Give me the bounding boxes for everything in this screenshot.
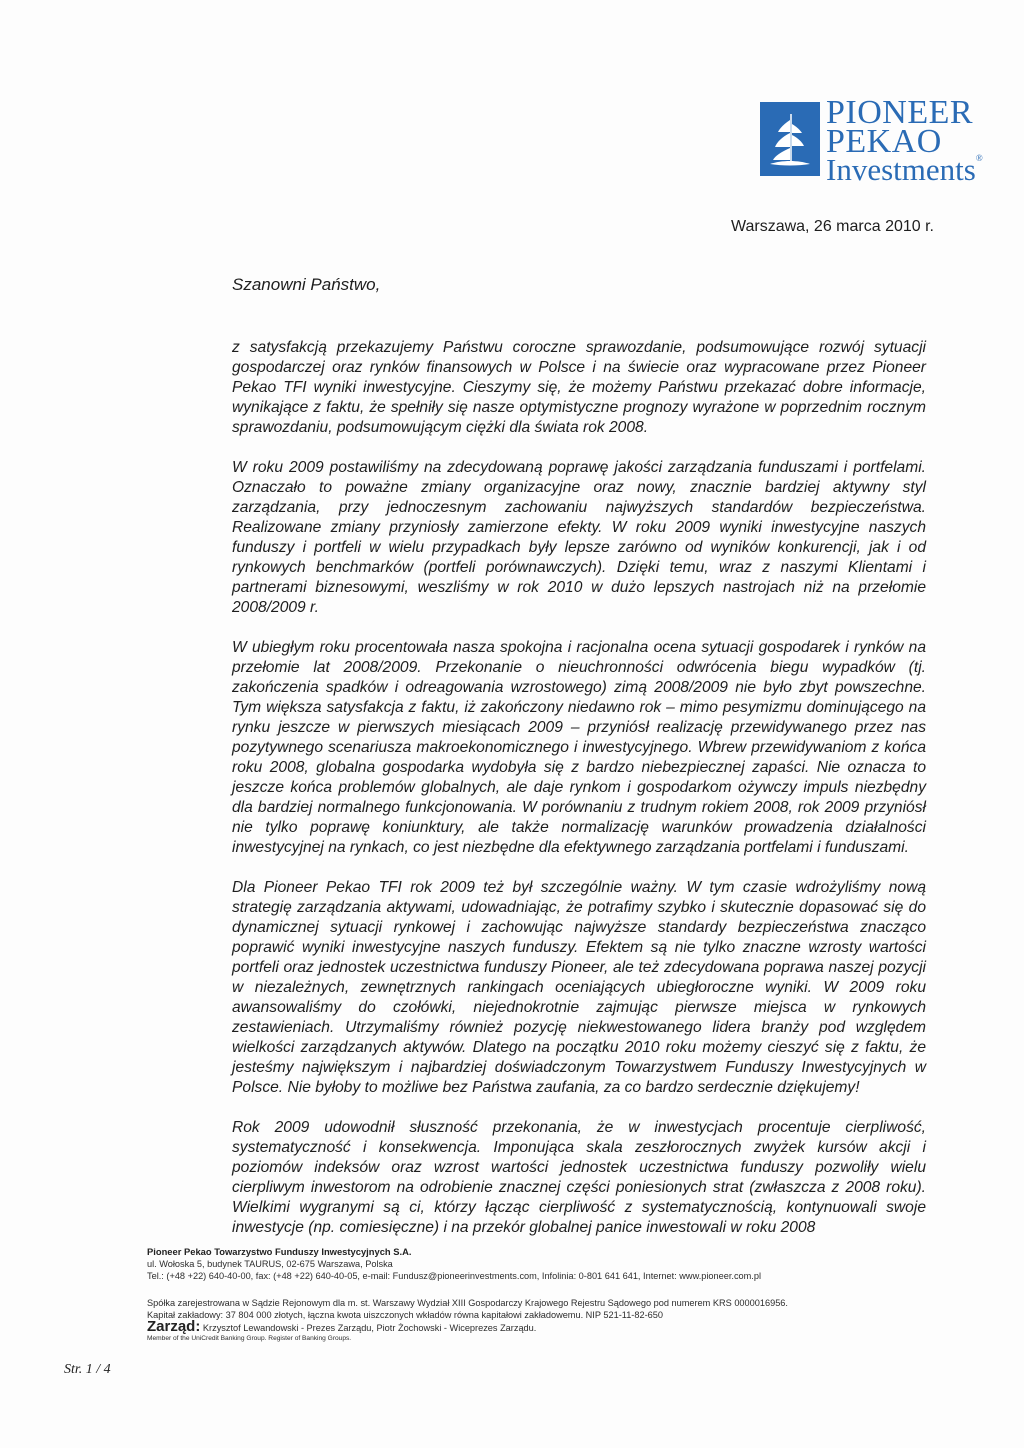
footer-company-name: Pioneer Pekao Towarzystwo Funduszy Inwestycyjnych S.A.: [147, 1246, 412, 1257]
paragraph: Dla Pioneer Pekao TFI rok 2009 też był szczególnie ważny. W tym czasie wdrożyliśmy nową strategię zarządzania aktywami, udowadniając, że potrafimy szybko i skutecznie dopasować się do dynamicznej sytuacji rynkowej i zachowując najwyższe standardy bezpieczeństwa znacząco poprawić wyniki inwestycyjne naszych funduszy. Efektem są nie tylko znaczne wzrosty wartości portfeli oraz jednostek uczestnictwa funduszy Pioneer, ale też zdecydowana poprawa naszej pozycji w niezależnych, zewnętrznych rankingach oceniających ubiegłoroczne wyniki. W 2009 roku awansowaliśmy do czołówki, niejednokrotnie zajmując pierwsze miejsca w rynkowych zestawieniach. Utrzymaliśmy również pozycję niekwestowanego lidera branży pod względem wielkości zarządzanych aktywów. Dlatego na początku 2010 roku możemy cieszyć się z faktu, że jesteśmy największym i najbardziej doświadczonym Towarzystwem Funduszy Inwestycyjnych w Polsce. Nie byłoby to możliwe bez Państwa zaufania, za co bardzo serdecznie dziękujemy!: [232, 879, 926, 1096]
letter-body: [232, 338, 926, 1238]
logo-line-investments: Investments®: [826, 152, 983, 187]
footer-capital: Kapitał zakładowy: 37 804 000 złotych, łączna kwota uiszczonych wkładów równa kapitałowi zakładowemu. NIP 521-11-82-650: [147, 1309, 663, 1320]
footer-board-label: Zarząd:: [147, 1318, 201, 1336]
page-number: Str. 1 / 4: [64, 1362, 111, 1377]
letter-footer: [147, 1246, 887, 1344]
letter-salutation: Szanowni Państwo,: [232, 275, 381, 294]
logo-line-pioneer: PIONEER: [826, 94, 974, 131]
paragraph: W ubiegłym roku procentowała nasza spokojna i racjonalna ocena sytuacji gospodarek i rynków na przełomie lat 2008/2009. Przekonanie o nieuchronności odwrócenia biegu wypadków (tj. zakończenia spadków i odreagowania wzrostowego) zimą 2008/2009 nie było zbyt powszechne. Tym większa satysfakcja z faktu, iż zakończony niedawno rok – mimo pesymizmu dominującego na rynku jeszcze w pierwszych miesiącach 2009 – przyniósł realizację przewidywanego przez nas pozytywnego scenariusza makroekonomicznego i inwestycyjnego. Wbrew przewidywaniom z końca roku 2008, globalna gospodarka wydobyła się z bardzo niebezpiecznej zapaści. Nie oznacza to jeszcze końca problemów globalnych, ale daje rynkom i gospodarkom ożywczy impuls niezbędny dla bardziej normalnego funkcjonowania. W porównaniu z trudnym rokiem 2008, rok 2009 przyniósł nie tylko poprawę koniunktury, ale także normalizację warunków prowadzenia działalności inwestycyjnej na rynkach, co jest niezbędne dla efektywnego zarządzania portfelami i funduszami.: [232, 639, 926, 856]
footer-board: [147, 1318, 887, 1336]
company-logo-wordmark: [826, 94, 983, 187]
logo-line-pekao: PEKAO: [826, 123, 942, 160]
footer-board-members: Krzysztof Lewandowski - Prezes Zarządu, Piotr Żochowski - Wiceprezes Zarządu.: [202, 1323, 537, 1334]
paragraph: z satysfakcją przekazujemy Państwu coroczne sprawozdanie, podsumowujące rozwój sytuacji gospodarczej oraz rynków finansowych w Polsce i na świecie oraz wypracowane przez Pioneer Pekao TFI wyniki inwestycyjne. Cieszymy się, że możemy Państwu przekazać dobre informacje, wynikające z faktu, że spełniły się nasze optymistyczne prognozy wyrażone w poprzednim rocznym sprawozdaniu, podsumowującym ciężki dla świata rok 2008.: [232, 339, 926, 436]
footer-registration: Spółka zarejestrowana w Sądzie Rejonowym dla m. st. Warszawy Wydział XIII Gospodarczy Krajowego Rejestru Sądowego pod numerem KRS 0000016956.: [147, 1297, 788, 1308]
letter-date: Warszawa, 26 marca 2010 r.: [730, 218, 934, 235]
ship-sails-icon: [760, 102, 820, 176]
paragraph: W roku 2009 postawiliśmy na zdecydowaną poprawę jakości zarządzania funduszami i portfelami. Oznaczało to poważne zmiany organizacyjne oraz nowy, znacznie bardziej aktywny styl zarządzania, przy jednoczesnym zachowaniu najwyższych standardów bezpieczeństwa. Realizowane zmiany przyniosły zamierzone efekty. W roku 2009 wyniki inwestycyjne naszych funduszy i portfeli w wielu przypadkach były lepsze zarówno od wyników konkurencji, jak i od rynkowych benchmarków (portfeli porównawczych). Dzięki temu, wraz z naszymi Klientami i partnerami biznesowymi, weszliśmy w rok 2010 w dużo lepszych nastrojach niż na przełomie 2008/2009 r.: [232, 459, 926, 616]
footer-address: ul. Wołoska 5, budynek TAURUS, 02-675 Warszawa, Polska: [147, 1259, 393, 1270]
company-logo-emblem: [760, 102, 820, 176]
paragraph: Rok 2009 udowodnił słuszność przekonania, że w inwestycjach procentuje cierpliwość, systematyczność i konsekwencja. Imponująca skala zeszłorocznych zwyżek kursów akcji i poziomów indeksów oraz wzrost wartości jednostek uczestnictwa funduszy pozwoliły wielu cierpliwym inwestorom na odrobienie znacznej części poniesionych strat (zwłaszcza z 2008 roku). Wielkimi wygranymi są ci, którzy łącząc cierpliwość z systematycznością, kontynuowali swoje inwestycje (np. comiesięczne) i na przekór globalnej panice inwestowali w roku 2008: [232, 1119, 926, 1236]
footer-member-note: Member of the UniCredit Banking Group. Register of Banking Groups.: [147, 1335, 352, 1343]
footer-contact: Tel.: (+48 +22) 640-40-00, fax: (+48 +22) 640-40-05, e-mail: Fundusz@pioneerinvestments.com, Infolinia: 0-801 641 641, Internet: www.pioneer.com.pl: [147, 1271, 762, 1282]
